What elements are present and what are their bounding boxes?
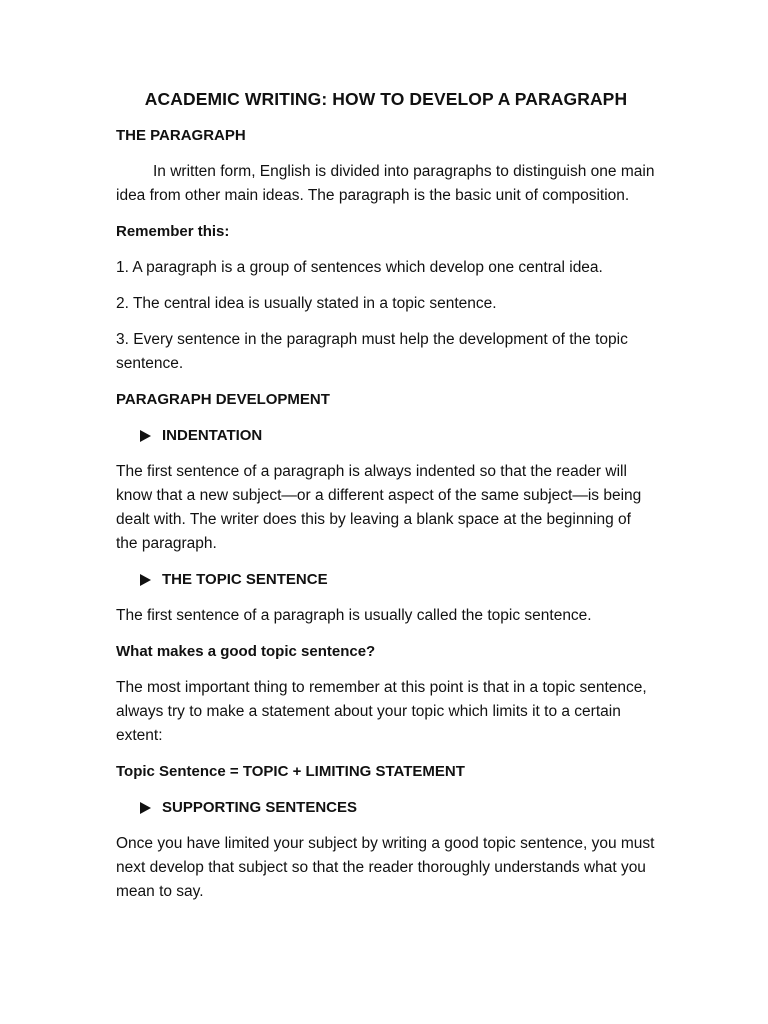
document-page bbox=[116, 86, 656, 916]
section-heading-development: PARAGRAPH DEVELOPMENT bbox=[116, 391, 330, 408]
intro-paragraph: In written form, English is divided into paragraphs to distinguish one main idea from other main ideas. The paragraph is the basic unit of composition. bbox=[116, 163, 655, 204]
topic-sentence-paragraph: The first sentence of a paragraph is usually called the topic sentence. bbox=[116, 607, 592, 624]
indentation-paragraph: The first sentence of a paragraph is always indented so that the reader will know that a new subject—or a different aspect of the same subject—is being dealt with. The writer does this by leaving a blank space at the beginning of the paragraph. bbox=[116, 463, 642, 552]
supporting-paragraph: Once you have limited your subject by writing a good topic sentence, you must next develop that subject so that the reader thoroughly understands what you mean to say. bbox=[116, 835, 655, 900]
formula-line: Topic Sentence = TOPIC + LIMITING STATEMENT bbox=[116, 763, 465, 780]
remember-heading: Remember this: bbox=[116, 223, 230, 240]
bullet-supporting-sentences bbox=[140, 796, 656, 820]
triangle-right-icon bbox=[140, 430, 151, 442]
section-heading-paragraph: THE PARAGRAPH bbox=[116, 127, 246, 144]
bullet-label: INDENTATION bbox=[162, 427, 263, 444]
good-topic-paragraph: The most important thing to remember at this point is that in a topic sentence, always try to make a statement about your topic which limits it to a certain extent: bbox=[116, 679, 647, 744]
page-title: ACADEMIC WRITING: HOW TO DEVELOP A PARAGRAPH bbox=[144, 89, 628, 109]
bullet-label: SUPPORTING SENTENCES bbox=[162, 799, 358, 816]
remember-item-3: 3. Every sentence in the paragraph must help the development of the topic sentence. bbox=[116, 331, 628, 372]
bullet-indentation bbox=[140, 424, 656, 448]
remember-item-2: 2. The central idea is usually stated in a topic sentence. bbox=[116, 295, 497, 312]
good-topic-heading: What makes a good topic sentence? bbox=[116, 643, 376, 660]
triangle-right-icon bbox=[140, 802, 151, 814]
bullet-topic-sentence bbox=[140, 568, 656, 592]
bullet-label: THE TOPIC SENTENCE bbox=[162, 571, 328, 588]
triangle-right-icon bbox=[140, 574, 151, 586]
remember-item-1: 1. A paragraph is a group of sentences which develop one central idea. bbox=[116, 259, 603, 276]
